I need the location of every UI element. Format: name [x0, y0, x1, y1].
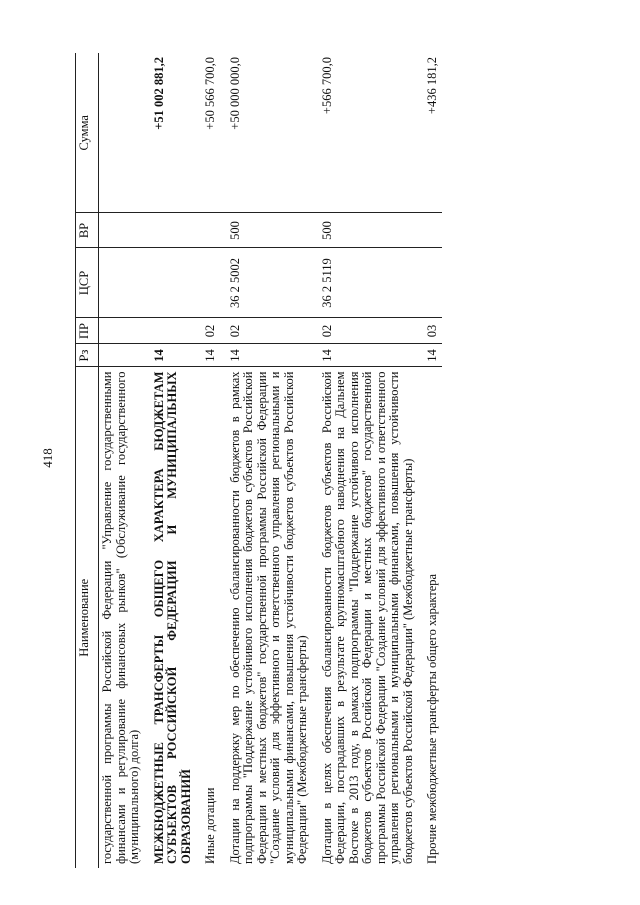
row-rz: 14: [312, 344, 418, 367]
row-rz: [99, 344, 144, 367]
rotated-page-content: [75, 53, 605, 868]
row-sum: [99, 53, 144, 213]
row-sum: +51 002 881,2: [144, 53, 196, 213]
header-vr: ВР: [76, 213, 99, 248]
header-name: Наименование: [76, 367, 99, 868]
row-sum: +50 566 700,0: [195, 53, 220, 213]
table-row: [312, 53, 418, 868]
row-sum: +436 181,2: [417, 53, 442, 213]
row-csr: [417, 248, 442, 318]
row-sum: +566 700,0: [312, 53, 418, 213]
row-vr: [99, 213, 144, 248]
row-name: МЕЖБЮДЖЕТНЫЕ ТРАНСФЕРТЫ ОБЩЕГО ХАРАКТЕРА БЮДЖЕТАМ СУБЪЕКТОВ РОССИЙСКОЙ ФЕДЕРАЦИИ И МУНИЦИПАЛЬНЫХ ОБРАЗОВАНИЙ: [151, 371, 193, 864]
table-header-row: [76, 53, 99, 868]
page-number: 418: [39, 448, 55, 468]
header-csr: ЦСР: [76, 248, 99, 318]
row-csr: 36 2 5002: [220, 248, 312, 318]
budget-table: [75, 53, 442, 868]
row-name: Иные дотации: [203, 787, 217, 864]
row-rz: 14: [144, 344, 196, 367]
table-row: [417, 53, 442, 868]
row-pr: 02: [312, 318, 418, 344]
row-rz: 14: [417, 344, 442, 367]
row-pr: 03: [417, 318, 442, 344]
row-name: Дотации в целях обеспечения сбалансированности бюджетов субъектов Российской Федерации, пострадавших в результате крупномасштабного наводнения на Дальнем Востоке в 2013 году, в рамках подпрограммы "Поддержание устойчивого исполнения бюджетов субъектов Российской Федерации и местных бюджетов" государственной программы Российской Федерации "Создание условий для эффективного и ответственного управления региональными и муниципальными финансами, повышения устойчивости бюджетов субъектов Российской Федерации" (Межбюджетные трансферты): [319, 371, 415, 864]
row-pr: 02: [220, 318, 312, 344]
table-row: [99, 53, 144, 868]
row-pr: [99, 318, 144, 344]
row-pr: [144, 318, 196, 344]
row-rz: 14: [220, 344, 312, 367]
row-csr: [195, 248, 220, 318]
row-csr: [144, 248, 196, 318]
header-pr: ПР: [76, 318, 99, 344]
header-rz: Рз: [76, 344, 99, 367]
table-row: [220, 53, 312, 868]
row-vr: [144, 213, 196, 248]
row-pr: 02: [195, 318, 220, 344]
header-sum: Сумма: [76, 53, 99, 213]
row-vr: [417, 213, 442, 248]
row-name: Прочие межбюджетные трансферты общего характера: [425, 573, 439, 864]
row-vr: [195, 213, 220, 248]
row-csr: [99, 248, 144, 318]
table-row: [195, 53, 220, 868]
row-sum: +50 000 000,0: [220, 53, 312, 213]
row-name: Дотации на поддержку мер по обеспечению сбалансированности бюджетов в рамках подпрограммы "Поддержание устойчивого исполнения бюджетов субъектов Российской Федерации и местных бюджетов" государственной программы Российской Федерации "Создание условий для эффективного и ответственного управления региональными и муниципальными финансами, повышения устойчивости бюджетов субъектов Российской Федерации" (Межбюджетные трансферты): [227, 371, 309, 864]
row-vr: 500: [312, 213, 418, 248]
row-vr: 500: [220, 213, 312, 248]
row-csr: 36 2 5119: [312, 248, 418, 318]
table-row: [144, 53, 196, 868]
row-name: государственной программы Российской Федерации "Управление государственными финансами и регулирование финансовых рынков" (Обслуживание государственного (муниципального) долга): [100, 371, 141, 864]
row-rz: 14: [195, 344, 220, 367]
